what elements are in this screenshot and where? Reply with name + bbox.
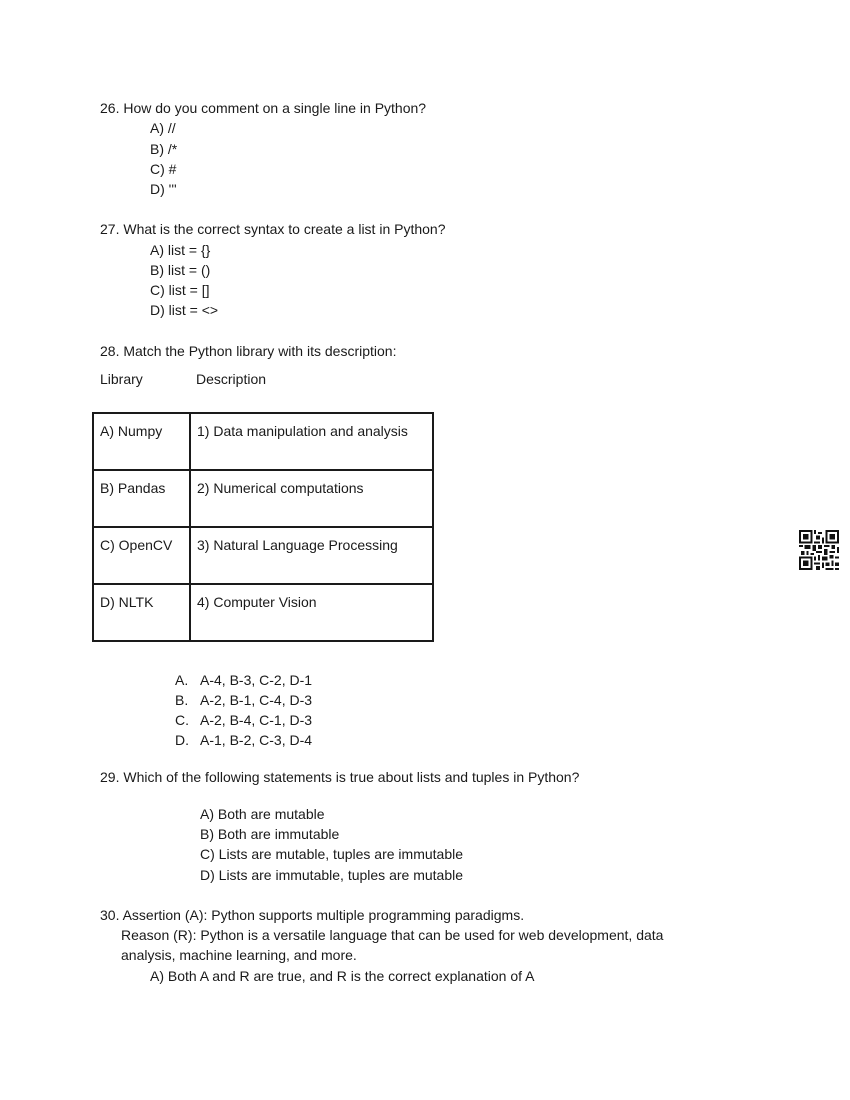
q26-option-b: B) /* — [150, 141, 178, 157]
library-cell: B) Pandas — [93, 470, 190, 527]
description-cell: 1) Data manipulation and analysis — [190, 413, 433, 470]
answer-text: A-1, B-2, C-3, D-4 — [200, 732, 313, 748]
q27-option-b: B) list = () — [150, 262, 211, 278]
table-row — [93, 527, 433, 584]
answer-label: A. — [175, 672, 189, 688]
q28-answer-a — [175, 670, 312, 690]
q28-answer-c — [175, 710, 312, 730]
library-cell: D) NLTK — [93, 584, 190, 641]
question-28: 28. Match the Python library with its description: — [100, 343, 397, 359]
q28-answer-d — [175, 730, 312, 750]
q27-option-d: D) list = <> — [150, 302, 219, 318]
answer-label: D. — [175, 732, 189, 748]
q28-answer-b — [175, 690, 312, 710]
answer-label: C. — [175, 712, 189, 728]
q27-option-a: A) list = {} — [150, 242, 211, 258]
q29-option-b: B) Both are immutable — [200, 826, 340, 842]
library-cell: A) Numpy — [93, 413, 190, 470]
description-cell: 4) Computer Vision — [190, 584, 433, 641]
library-cell: C) OpenCV — [93, 527, 190, 584]
q26-option-c: C) # — [150, 161, 177, 177]
match-table — [92, 412, 434, 642]
q26-option-a: A) // — [150, 120, 176, 136]
description-cell: 2) Numerical computations — [190, 470, 433, 527]
table-row — [93, 470, 433, 527]
answer-text: A-2, B-1, C-4, D-3 — [200, 692, 313, 708]
q29-option-a: A) Both are mutable — [200, 806, 325, 822]
q30-reason-line-2: analysis, machine learning, and more. — [121, 947, 357, 963]
q30-reason-line-1: Reason (R): Python is a versatile language that can be used for web development, data — [121, 927, 664, 943]
question-29: 29. Which of the following statements is true about lists and tuples in Python? — [100, 769, 580, 785]
column-header-description: Description — [196, 371, 267, 387]
table-row — [93, 584, 433, 641]
q29-option-d: D) Lists are immutable, tuples are mutable — [200, 867, 463, 883]
answer-text: A-2, B-4, C-1, D-3 — [200, 712, 313, 728]
q27-option-c: C) list = [] — [150, 282, 210, 298]
table-row — [93, 413, 433, 470]
q30-option-a: A) Both A and R are true, and R is the correct explanation of A — [150, 968, 535, 984]
q29-option-c: C) Lists are mutable, tuples are immutable — [200, 846, 463, 862]
qr-code-icon — [799, 530, 839, 570]
answer-label: B. — [175, 692, 189, 708]
description-cell: 3) Natural Language Processing — [190, 527, 433, 584]
question-30: 30. Assertion (A): Python supports multiple programming paradigms. — [100, 907, 525, 923]
question-26: 26. How do you comment on a single line in Python? — [100, 100, 427, 116]
column-header-library: Library — [100, 371, 143, 387]
question-27: 27. What is the correct syntax to create a list in Python? — [100, 221, 446, 237]
answer-text: A-4, B-3, C-2, D-1 — [200, 672, 313, 688]
q26-option-d: D) ''' — [150, 181, 177, 197]
